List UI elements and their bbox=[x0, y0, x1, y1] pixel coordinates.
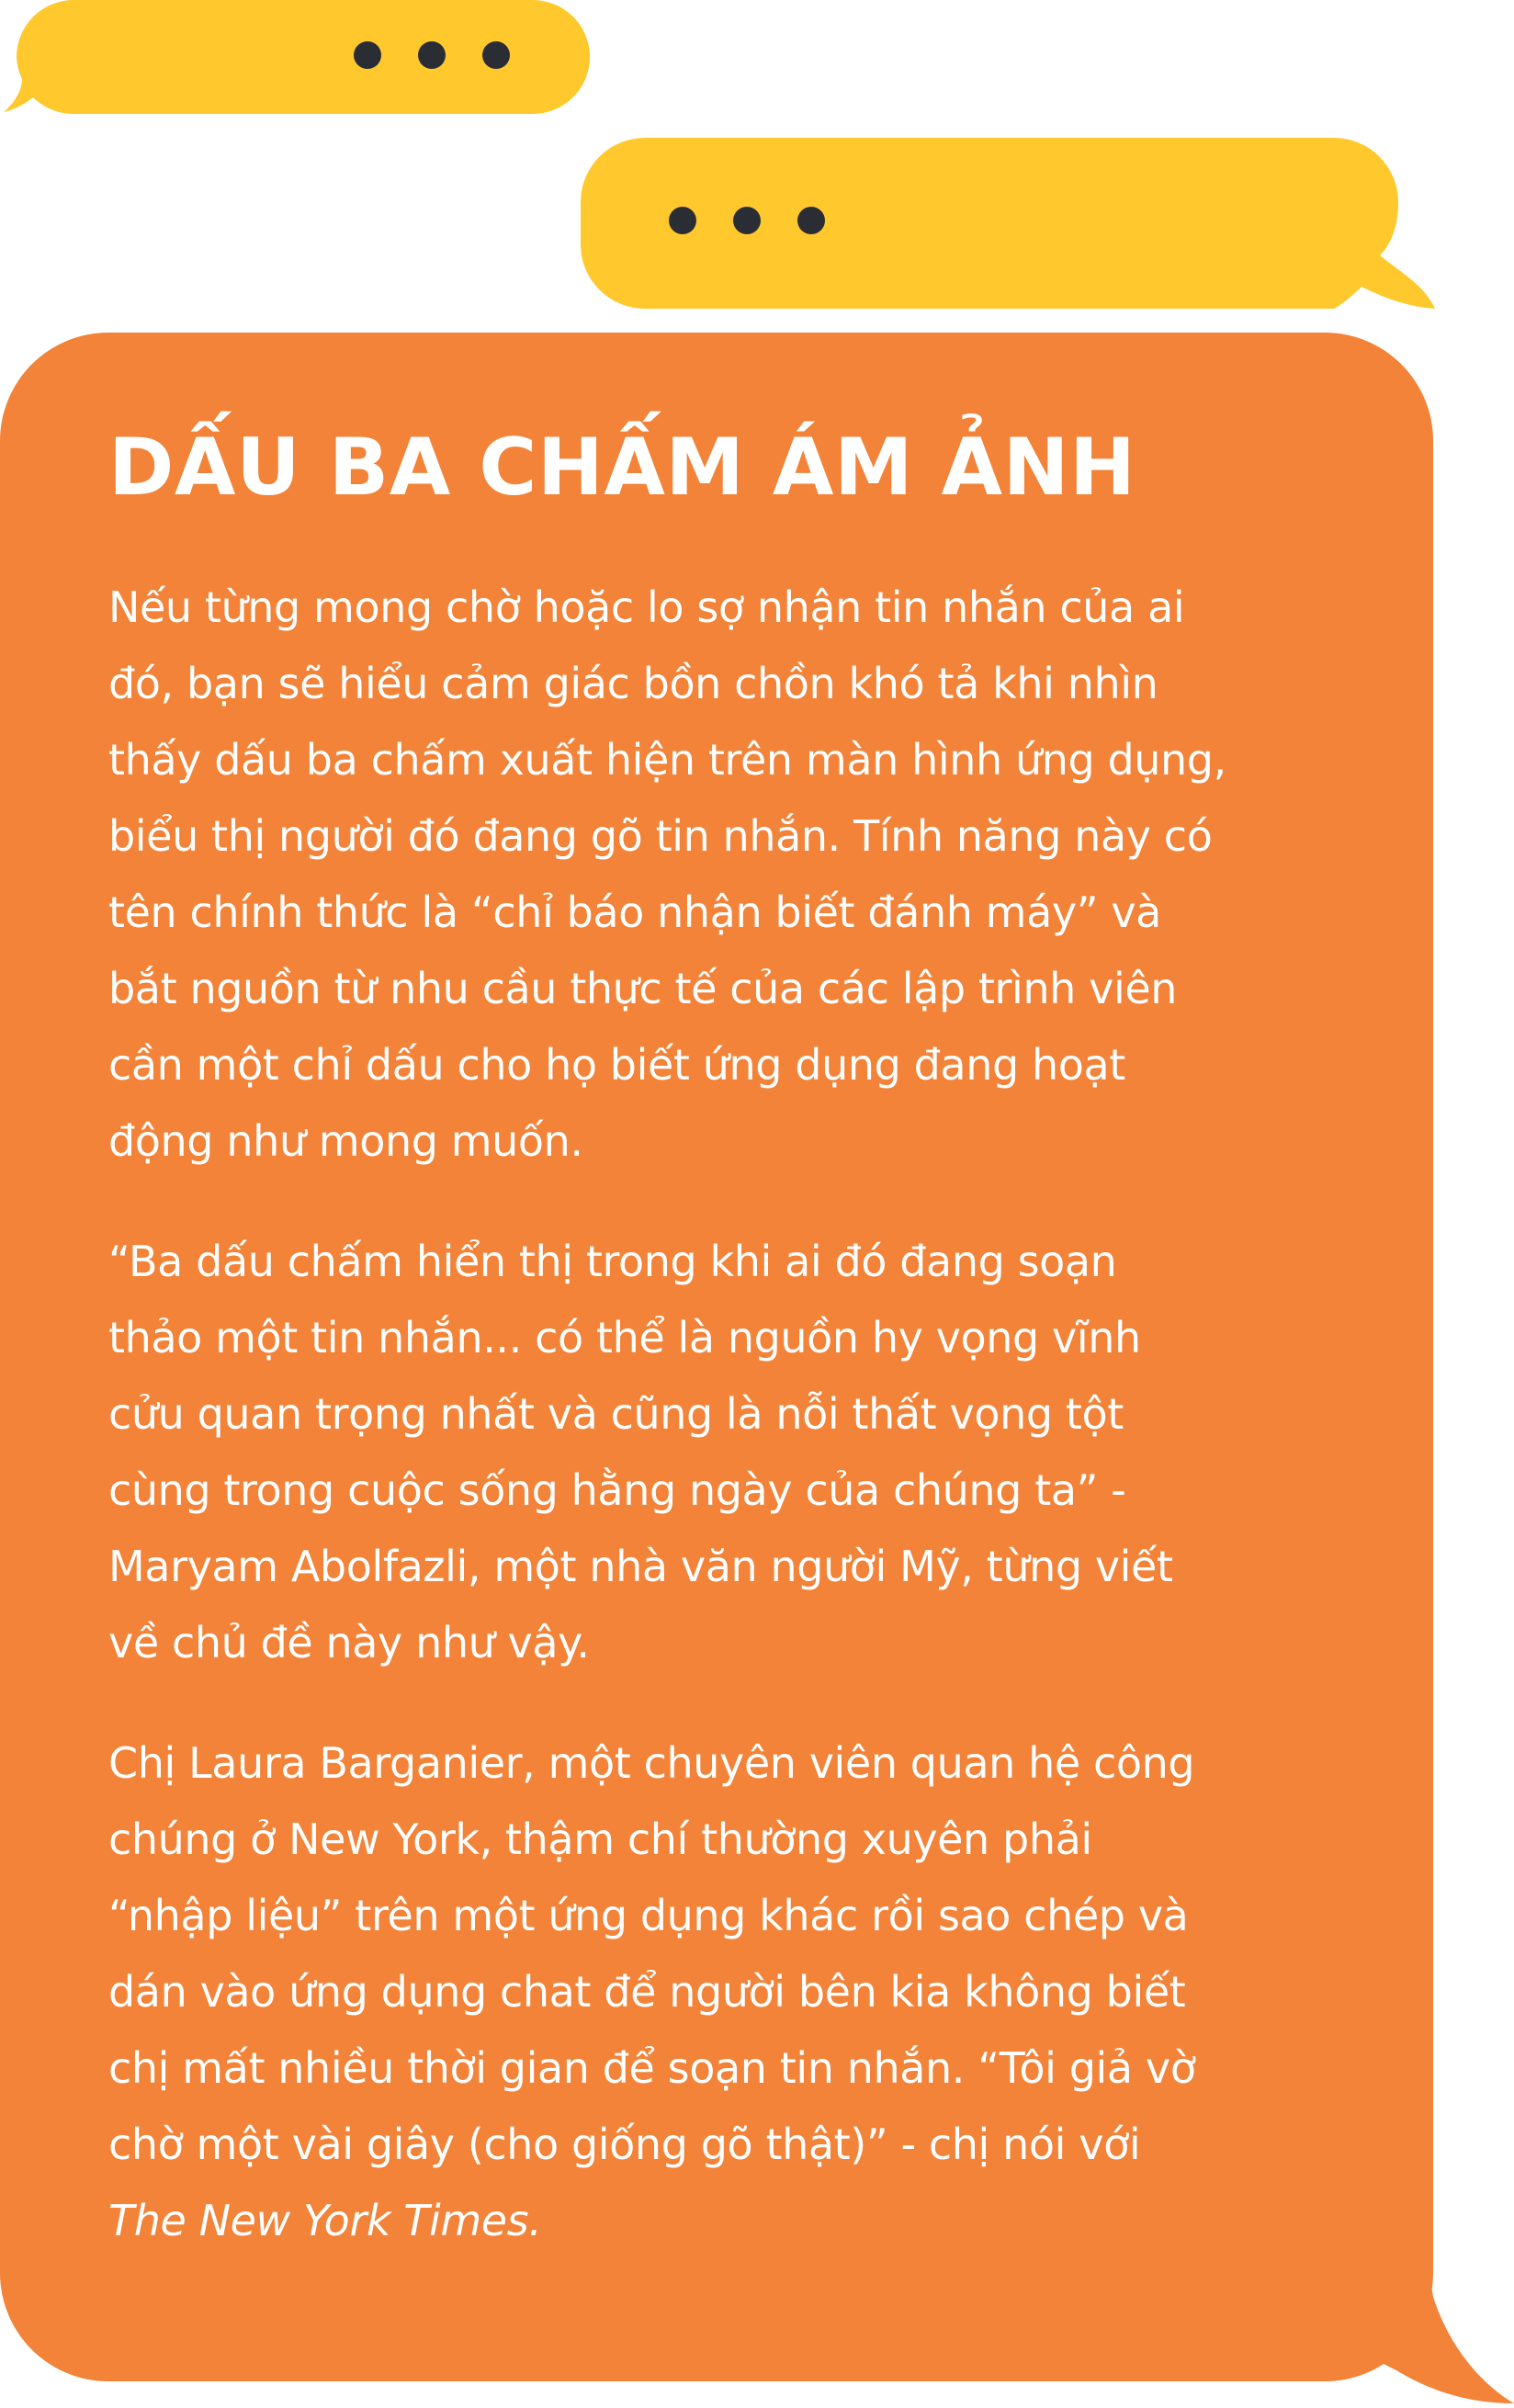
article-paragraph-2: “Ba dấu chấm hiển thị trong khi ai đó đang soạn thảo một tin nhắn... có thể là nguồn hy vọng vĩnh cửu quan trọng nhất và cũng là nỗi thất vọng tột cùng trong cuộc sống hằng ngày của chúng ta” - Maryam Abolfazli, một nhà văn người Mỹ, từng viết về chủ đề này như vậy. bbox=[108, 1237, 1173, 1668]
article-heading: DẤU BA CHẤM ÁM ẢNH bbox=[108, 422, 1136, 514]
typing-dot bbox=[418, 41, 446, 69]
typing-dot bbox=[669, 207, 696, 234]
article-paragraph-1: Nếu từng mong chờ hoặc lo sợ nhận tin nhắn của ai đó, bạn sẽ hiểu cảm giác bồn chồn khó tả khi nhìn thấy dấu ba chấm xuất hiện trên màn hình ứng dụng, biểu thị người đó đang gõ tin nhắn. Tính năng này có tên chính thức là “chỉ báo nhận biết đánh máy” và bắt nguồn từ nhu cầu thực tế của các lập trình viên cần một chỉ dấu cho họ biết ứng dụng đang hoạt động như mong muốn. bbox=[108, 582, 1226, 1167]
typing-dot bbox=[733, 207, 761, 234]
article-source: The New York Times. bbox=[108, 2196, 542, 2246]
typing-dots-icon bbox=[354, 41, 510, 69]
typing-dot bbox=[354, 41, 381, 69]
typing-bubble-1 bbox=[0, 0, 606, 129]
typing-dot bbox=[797, 207, 825, 234]
article bbox=[108, 422, 1385, 2303]
article-paragraph-3: Chị Laura Barganier, một chuyên viên quan hệ công chúng ở New York, thậm chí thường xuyên phải “nhập liệu” trên một ứng dụng khác rồi sao chép và dán vào ứng dụng chat để người bên kia không biết chị mất nhiều thời gian để soạn tin nhắn. “Tôi giả vờ chờ một vài giây (cho giống gõ thật)” - chị nói với bbox=[108, 1738, 1196, 2170]
typing-dots-icon bbox=[669, 207, 825, 234]
typing-dot bbox=[482, 41, 510, 69]
